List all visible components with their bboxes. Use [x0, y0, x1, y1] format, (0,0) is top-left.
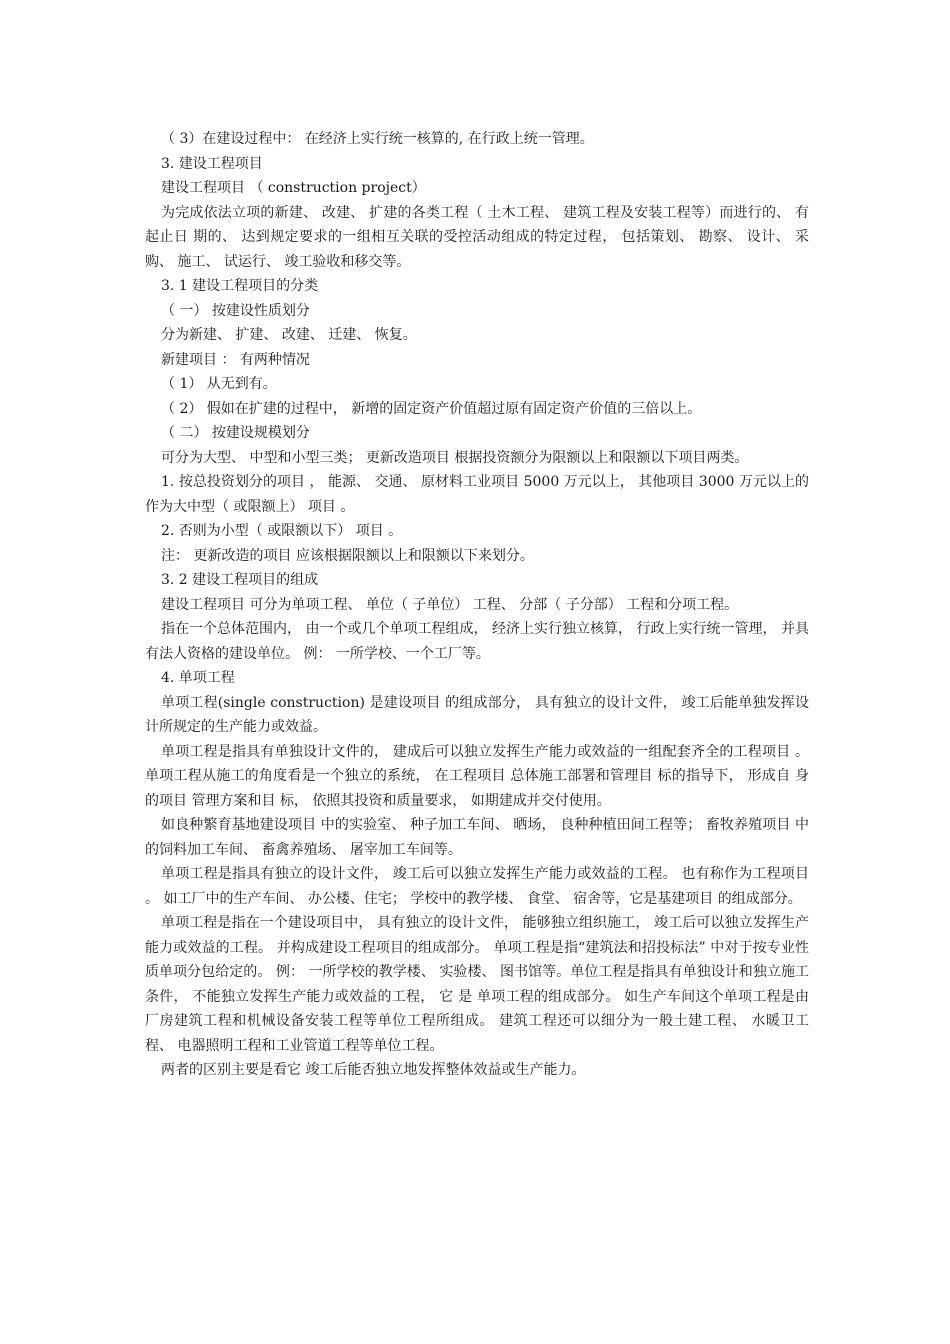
paragraph-single-definition-3: 单项工程是指具有独立的设计文件， 竣工后可以独立发挥生产能力或效益的工程。 也有称作为工程项目 。 如工厂中的生产车间、 办公楼、住宅； 学校中的教学楼、 食堂、 宿舍等，它是基建项目 的组成部分。	[145, 866, 809, 907]
paragraph-new-project: 新建项目 ： 有两种情况	[161, 351, 310, 368]
list-item-new-case-1: （ 1） 从无到有。	[161, 376, 277, 392]
paragraph-nature-types: 分为新建、 扩建、 改建、 迁建、 恢复。	[161, 327, 417, 343]
paragraph-single-vs-unit: 单项工程是指在一个建设项目中， 具有独立的设计文件， 能够独立组织施工， 竣工后可以独立发挥生产能力或效益的工程。 并构成建设工程项目的组成部分。 单项工程是指“建筑法和招投标法” 中对于按专业性质单项分包给定的。 例： 一所学校的教学楼、 实验楼、 图书馆等。单位工程是指具有单独设计和独立施工条件， 不能独立发挥生产能力或效益的工程， 它 是 单项工程的组成部分。 如生产车间这个单项工程是由厂房建筑工程和机械设备安装工程等单位工程所组成。 建筑工程还可以细分为一般土建工程、 水暖卫工程、 电器照明工程和工业管道工程等单位工程。	[145, 915, 809, 1054]
list-item-scale-1: 1. 按总投资划分的项目 ， 能源、 交通、 原材料工业项目 5000 万元以上， 其他项目 3000 万元以上的作为大中型（ 或限额上） 项目 。	[145, 474, 809, 515]
document-body	[145, 127, 809, 1083]
heading-project-composition: 3. 2 建设工程项目的组成	[161, 572, 319, 588]
heading-project-classification: 3. 1 建设工程项目的分类	[161, 278, 319, 294]
note-renovation: 注： 更新改造的项目 应该根据限额以上和限额以下来划分。	[161, 547, 534, 564]
heading-construction-project: 3. 建设工程项目	[161, 155, 263, 172]
paragraph-scale-types: 可分为大型、 中型和小型三类； 更新改造项目 根据投资额分为限额以上和限额以下项目两类。	[161, 449, 749, 466]
paragraph-single-definition-1: 单项工程(single construction) 是建设项目 的组成部分， 具有独立的设计文件， 竣工后能单独发挥设计所规定的生产能力或效益。	[145, 694, 809, 735]
paragraph-construction-unit: 指在一个总体范围内， 由一个或几个单项工程组成， 经济上实行独立核算， 行政上实行统一管理， 并具有法人资格的建设单位。 例： 一所学校、一个工厂等。	[145, 621, 809, 662]
list-item-new-case-2: （ 2） 假如在扩建的过程中， 新增的固定资产价值超过原有固定资产价值的三倍以上。	[161, 400, 702, 417]
paragraph-difference: 两者的区别主要是看它 竣工后能否独立地发挥整体效益或生产能力。	[161, 1062, 586, 1078]
paragraph-single-definition-2: 单项工程是指具有单独设计文件的， 建成后可以独立发挥生产能力或效益的一组配套齐全的工程项目 。 单项工程从施工的角度看是一个独立的系统， 在工程项目 总体施工部署和管理目 标的指导下， 形成自 身 的项目 管理方案和目 标， 依照其投资和质量要求， 如期建成并交付使用。	[145, 743, 809, 809]
list-item-scale-2: 2. 否则为小型（ 或限额以下） 项目 。	[161, 523, 403, 539]
heading-single-project: 4. 单项工程	[161, 670, 235, 686]
paragraph-composition-parts: 建设工程项目 可分为单项工程、 单位（ 子单位） 工程、 分部（ 子分部） 工程和分项工程。	[161, 596, 739, 613]
paragraph-project-definition: 为完成依法立项的新建、 改建、 扩建的各类工程（ 土木工程、 建筑工程及安装工程等）而进行的、 有起止日 期的、 达到规定要求的一组相互关联的受控活动组成的特定过程， 包括策划、 勘察、 设计、 采购、 施工、 试运行、 竣工验收和移交等。	[145, 204, 809, 270]
term-construction-project: 建设工程项目 （ construction project）	[161, 180, 426, 196]
subheading-by-nature: （ 一） 按建设性质划分	[161, 302, 310, 319]
paragraph-construction-stage: （ 3）在建设过程中： 在经济上实行统一核算的, 在行政上统一管理。	[161, 131, 594, 147]
subheading-by-scale: （ 二） 按建设规模划分	[161, 425, 310, 441]
paragraph-single-examples: 如良种繁育基地建设项目 中的实验室、 种子加工车间、 晒场， 良种种植田间工程等； 畜牧养殖项目 中的饲料加工车间、 畜禽养殖场、 屠宰加工车间等。	[145, 817, 809, 858]
